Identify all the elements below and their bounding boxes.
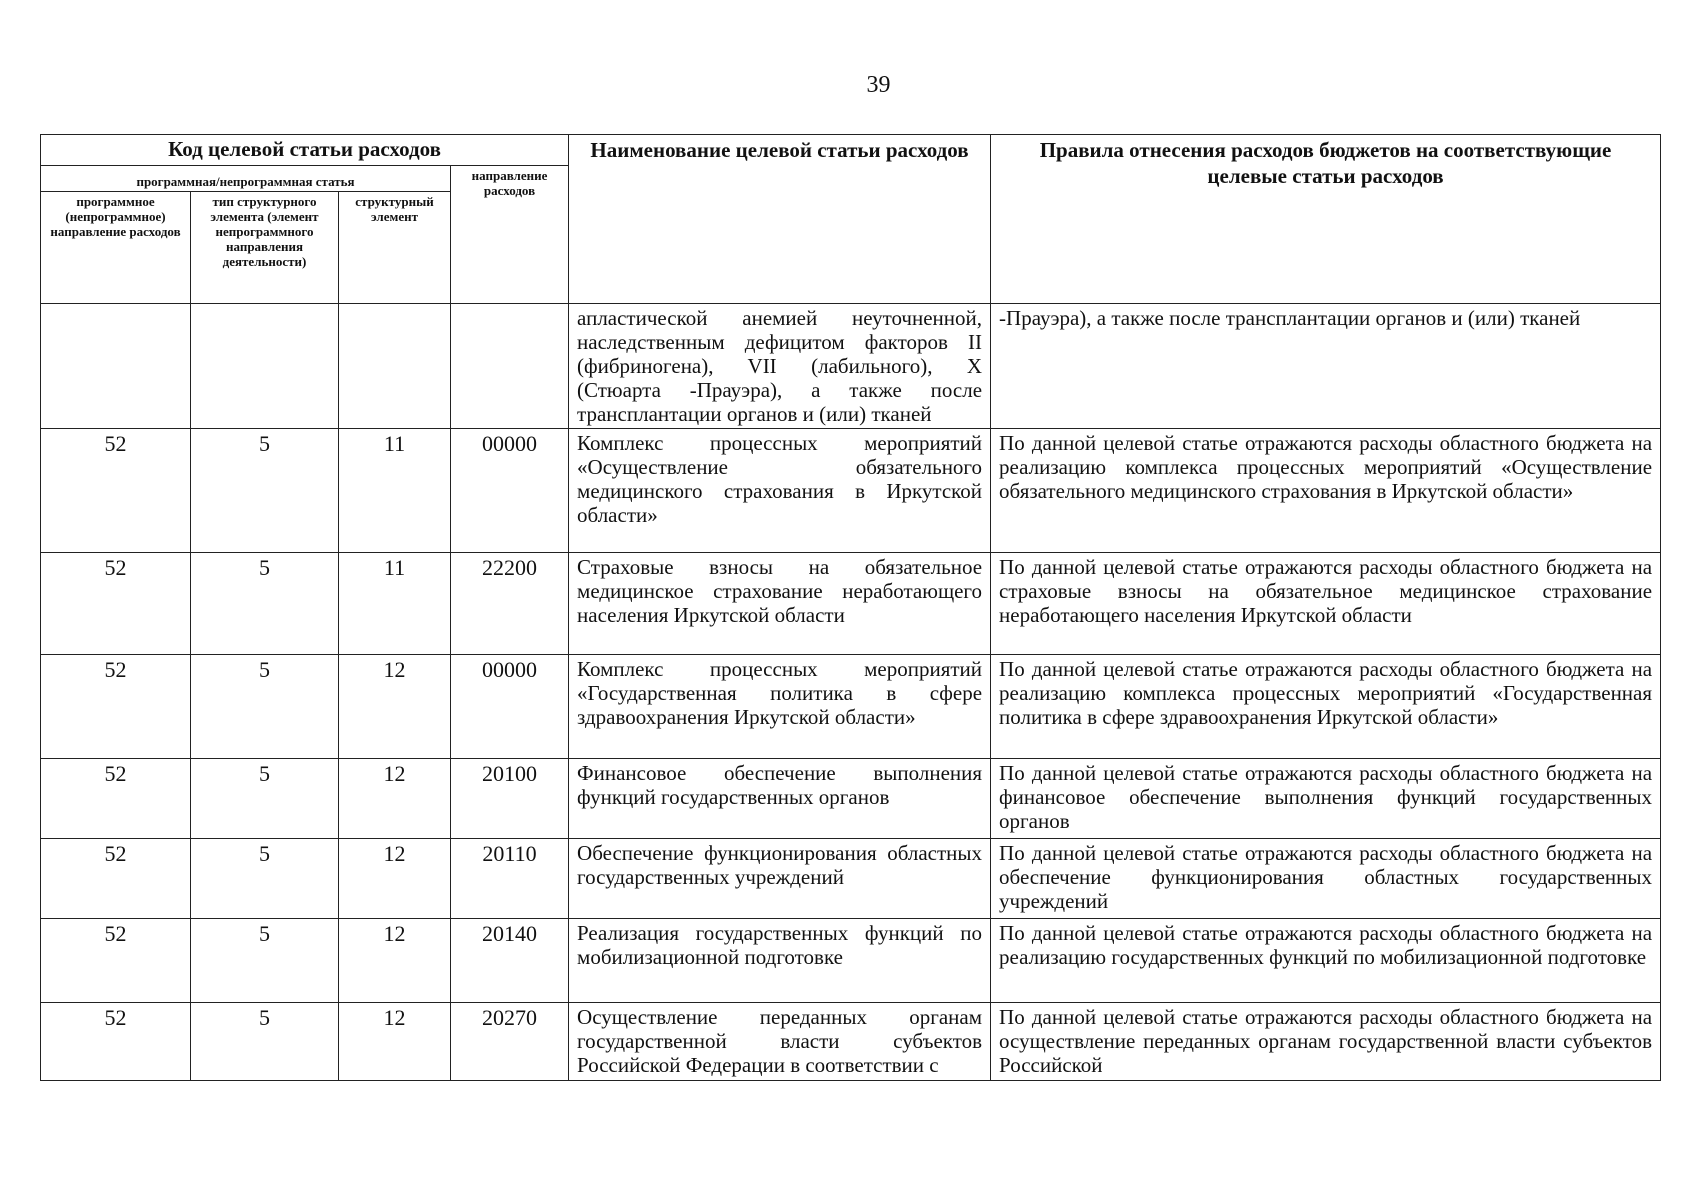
rule-cell: По данной целевой статье отражаются расходы областного бюджета на страховые взносы на обязательное медицинское страхование неработающего населения Иркутской области bbox=[991, 553, 1661, 655]
structure-element-cell: 12 bbox=[339, 839, 451, 919]
header-code-group: Код целевой статьи расходов bbox=[41, 135, 569, 166]
table-row bbox=[41, 304, 1661, 429]
header-direction: направление расходов bbox=[451, 166, 569, 304]
structure-type-cell: 5 bbox=[191, 839, 339, 919]
direction-cell: 20270 bbox=[451, 1003, 569, 1081]
program-direction-cell: 52 bbox=[41, 759, 191, 839]
direction-cell: 00000 bbox=[451, 429, 569, 553]
direction-cell bbox=[451, 304, 569, 429]
program-direction-cell: 52 bbox=[41, 919, 191, 1003]
program-direction-cell: 52 bbox=[41, 1003, 191, 1081]
rule-cell: По данной целевой статье отражаются расходы областного бюджета на реализацию комплекса процессных мероприятий «Осуществление обязательного медицинского страхования в Иркутской области» bbox=[991, 429, 1661, 553]
table-row bbox=[41, 839, 1661, 919]
table-row bbox=[41, 553, 1661, 655]
structure-type-cell: 5 bbox=[191, 1003, 339, 1081]
structure-type-cell: 5 bbox=[191, 553, 339, 655]
page-number: 39 bbox=[866, 72, 891, 98]
direction-cell: 20100 bbox=[451, 759, 569, 839]
structure-type-cell: 5 bbox=[191, 919, 339, 1003]
name-cell: Комплекс процессных мероприятий «Осуществление обязательного медицинского страхования в Иркутской области» bbox=[569, 429, 991, 553]
structure-element-cell: 12 bbox=[339, 655, 451, 759]
table-row bbox=[41, 655, 1661, 759]
program-direction-cell: 52 bbox=[41, 655, 191, 759]
name-cell: Осуществление переданных органам государственной власти субъектов Российской Федерации в соответствии с bbox=[569, 1003, 991, 1081]
name-cell: Реализация государственных функций по мобилизационной подготовке bbox=[569, 919, 991, 1003]
direction-cell: 00000 bbox=[451, 655, 569, 759]
header-program-article: программная/непрограммная статья bbox=[41, 166, 451, 192]
rule-cell: По данной целевой статье отражаются расходы областного бюджета на обеспечение функционирования областных государственных учреждений bbox=[991, 839, 1661, 919]
structure-element-cell bbox=[339, 304, 451, 429]
table-row bbox=[41, 759, 1661, 839]
program-direction-cell: 52 bbox=[41, 553, 191, 655]
program-direction-cell: 52 bbox=[41, 429, 191, 553]
structure-type-cell: 5 bbox=[191, 429, 339, 553]
structure-element-cell: 11 bbox=[339, 553, 451, 655]
header-name: Наименование целевой статьи расходов bbox=[569, 135, 991, 304]
header-rules: Правила отнесения расходов бюджетов на соответствующие целевые статьи расходов bbox=[991, 135, 1661, 304]
table-row bbox=[41, 429, 1661, 553]
structure-element-cell: 12 bbox=[339, 1003, 451, 1081]
structure-element-cell: 12 bbox=[339, 759, 451, 839]
header-structure-type: тип структурного элемента (элемент непрограммного направления деятельности) bbox=[191, 192, 339, 304]
rule-cell: По данной целевой статье отражаются расходы областного бюджета на реализацию государственных функций по мобилизационной подготовке bbox=[991, 919, 1661, 1003]
direction-cell: 20140 bbox=[451, 919, 569, 1003]
name-cell: Комплекс процессных мероприятий «Государственная политика в сфере здравоохранения Иркутской области» bbox=[569, 655, 991, 759]
rule-cell: -Прауэра), а также после трансплантации органов и (или) тканей bbox=[991, 304, 1661, 429]
structure-element-cell: 12 bbox=[339, 919, 451, 1003]
rule-cell: По данной целевой статье отражаются расходы областного бюджета на реализацию комплекса процессных мероприятий «Государственная политика в сфере здравоохранения Иркутской области» bbox=[991, 655, 1661, 759]
table-row bbox=[41, 1003, 1661, 1081]
header-program-direction: программное (непрограммное) направление расходов bbox=[41, 192, 191, 304]
rule-cell: По данной целевой статье отражаются расходы областного бюджета на финансовое обеспечение выполнения функций государственных органов bbox=[991, 759, 1661, 839]
structure-element-cell: 11 bbox=[339, 429, 451, 553]
name-cell: Страховые взносы на обязательное медицинское страхование неработающего населения Иркутской области bbox=[569, 553, 991, 655]
program-direction-cell bbox=[41, 304, 191, 429]
name-cell: Финансовое обеспечение выполнения функций государственных органов bbox=[569, 759, 991, 839]
structure-type-cell: 5 bbox=[191, 759, 339, 839]
name-cell: Обеспечение функционирования областных государственных учреждений bbox=[569, 839, 991, 919]
target-expense-table bbox=[40, 134, 1661, 1081]
structure-type-cell: 5 bbox=[191, 655, 339, 759]
rule-cell: По данной целевой статье отражаются расходы областного бюджета на осуществление переданных органам государственной власти субъектов Российской bbox=[991, 1003, 1661, 1081]
direction-cell: 20110 bbox=[451, 839, 569, 919]
program-direction-cell: 52 bbox=[41, 839, 191, 919]
table-row bbox=[41, 919, 1661, 1003]
structure-type-cell bbox=[191, 304, 339, 429]
header-structure-element: структурный элемент bbox=[339, 192, 451, 304]
name-cell: апластической анемией неуточненной, наследственным дефицитом факторов II (фибриногена), VII (лабильного), X (Стюарта -Прауэра), а также после трансплантации органов и (или) тканей bbox=[569, 304, 991, 429]
direction-cell: 22200 bbox=[451, 553, 569, 655]
